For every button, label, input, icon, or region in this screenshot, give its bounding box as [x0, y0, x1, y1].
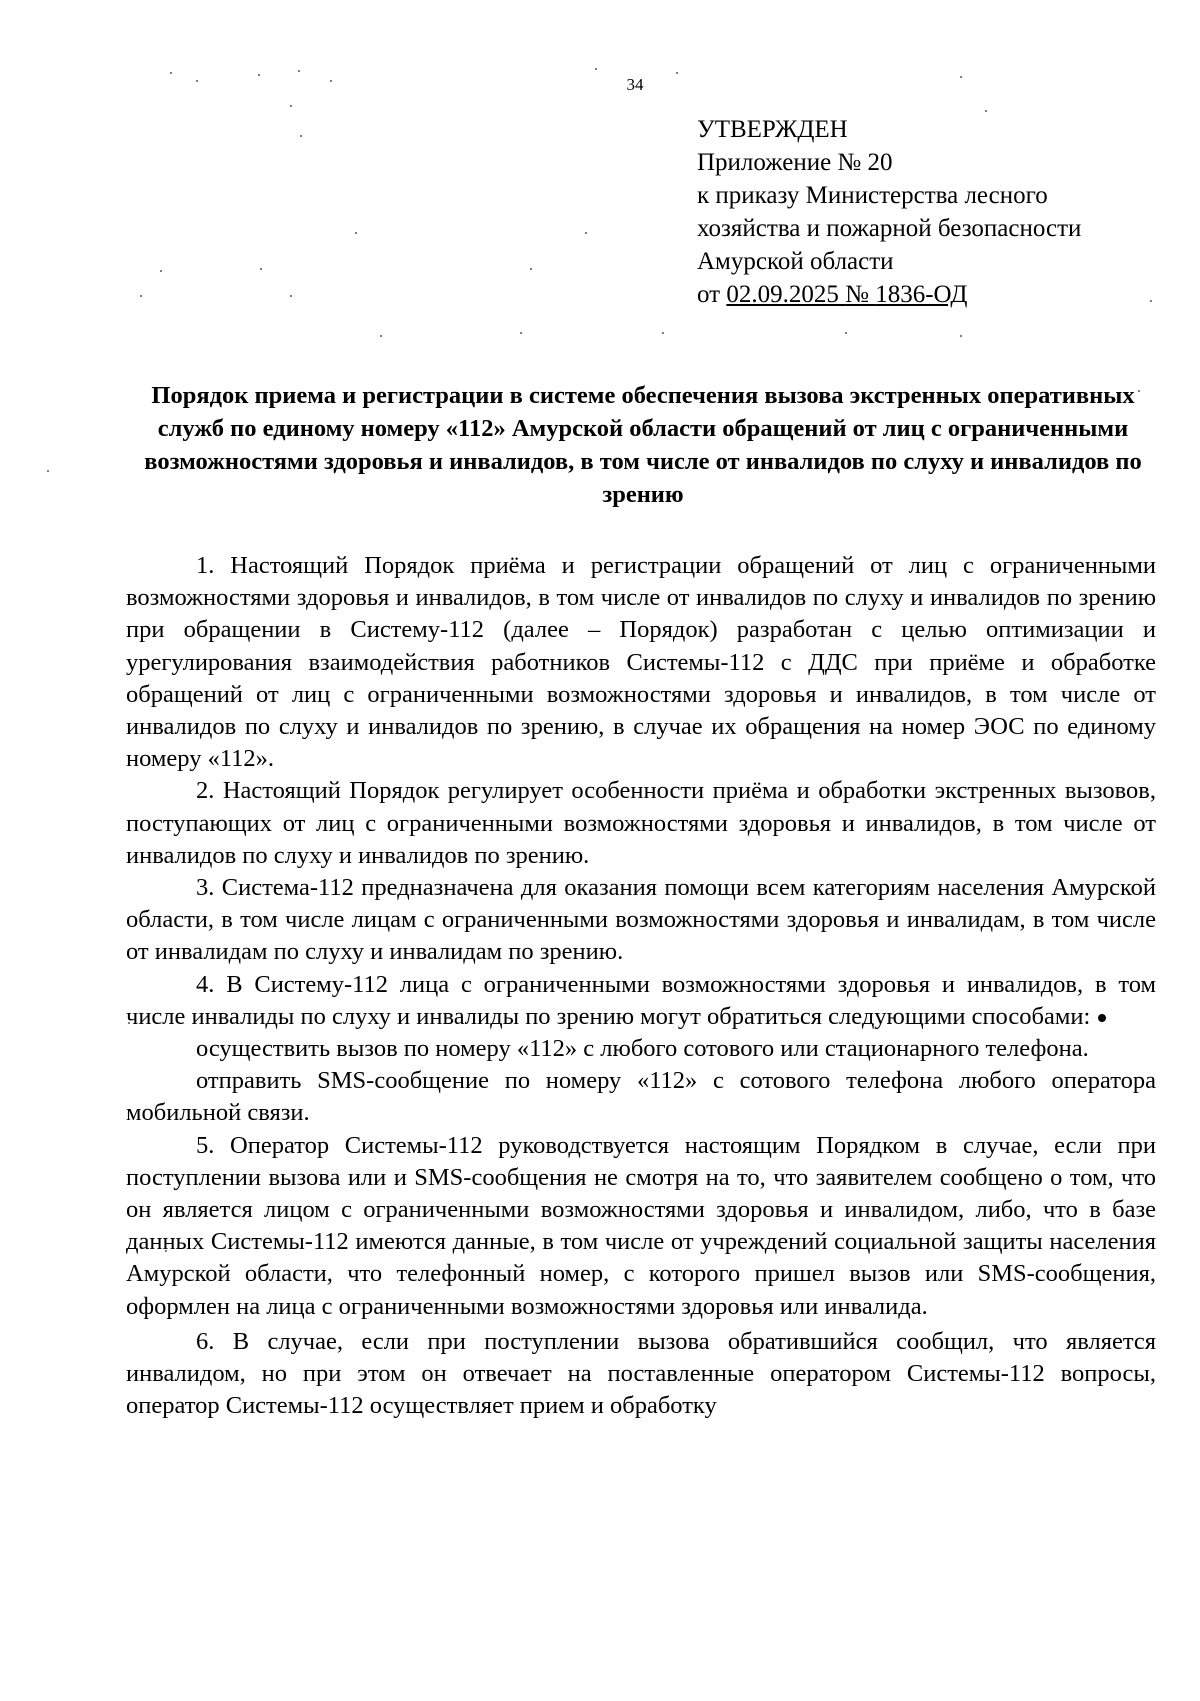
scan-speck — [290, 105, 292, 107]
paragraph-text: 4. В Систему-112 лица с ограниченными возможностями здоровья и инвалидов, в том числе инвалиды по слуху и инвалиды по зрению могут обратиться следующими способами: — [126, 970, 1156, 1030]
document-body — [126, 550, 1156, 1422]
paragraph: осуществить вызов по номеру «112» с любого сотового или стационарного телефона. — [196, 1035, 1089, 1063]
scan-speck — [662, 332, 664, 334]
approval-line: Амурской области — [697, 248, 894, 275]
stray-dot-mark — [1098, 1014, 1106, 1022]
scan-speck — [298, 70, 300, 72]
scan-speck — [47, 470, 49, 472]
appendix-number: Приложение № 20 — [697, 149, 893, 176]
scan-speck — [160, 270, 162, 272]
scan-speck — [290, 295, 292, 297]
scan-speck — [140, 295, 142, 297]
paragraph: 5. Оператор Системы-112 руководствуется настоящим Порядком в случае, если при поступлении вызова или и SMS-сообщения не смотря на то, что заявителем сообщено о том, что он является лицом с ограниченными возможностями здоровья и инвалидом, либо, что в базе данных Системы-112 имеются данные, в том числе от учреждений социальной защиты населения Амурской области, что телефонный номер, с которого пришел вызов или SMS-сообщения, оформлен на лица с ограниченными возможностями здоровья или инвалида. — [126, 1131, 1156, 1320]
scan-speck — [960, 76, 962, 78]
scan-speck — [258, 74, 260, 76]
page-number: 34 — [626, 75, 644, 94]
paragraph: 1. Настоящий Порядок приёма и регистрации обращений от лиц с ограниченными возможностями здоровья и инвалидов, в том числе от инвалидов по слуху и инвалидов по зрению при обращении в Систему-112 (далее – Порядок) разработан с целью оптимизации и урегулирования взаимодействия работников Системы-112 с ДДС при приёме и обработке обращений от лиц с ограниченными возможностями здоровья и инвалидов, в том числе от инвалидов по слуху и инвалидов по зрению, в случае их обращения на номер ЭОС по единому номеру «112». — [126, 552, 1156, 773]
scan-speck — [585, 232, 587, 234]
paragraph: 3. Система-112 предназначена для оказания помощи всем категориям населения Амурской области, в том числе лицам с ограниченными возможностями здоровья и инвалидам, в том числе от инвалидам по слуху и инвалидам по зрению. — [126, 874, 1156, 966]
date-prefix: от — [697, 281, 727, 308]
scan-speck — [170, 72, 172, 74]
scan-speck — [196, 80, 198, 82]
paragraph: 2. Настоящий Порядок регулирует особенности приёма и обработки экстренных вызовов, поступающих от лиц с ограниченными возможностями здоровья и инвалидов, в том числе от инвалидов по слуху и инвалидов по зрению. — [126, 777, 1156, 869]
scan-speck — [985, 110, 987, 112]
scan-speck — [260, 268, 262, 270]
number-prefix: № — [845, 281, 876, 308]
paragraph: 6. В случае, если при поступлении вызова обратившийся сообщил, что является инвалидом, но при этом он отвечает на поставленные оператором Системы-112 вопросы, оператор Системы-112 осуществляет прием и обработку — [126, 1327, 1156, 1420]
scan-speck — [300, 135, 302, 137]
scan-speck — [330, 80, 332, 82]
scan-speck — [355, 232, 357, 234]
paragraph — [126, 969, 1156, 1033]
approval-line: хозяйства и пожарной безопасности — [697, 215, 1082, 242]
approval-block — [697, 113, 1167, 311]
scan-speck — [595, 68, 597, 70]
approval-line: к приказу Министерства лесного — [697, 182, 1048, 209]
order-number: 1836-ОД — [875, 281, 968, 308]
order-date: 02.09.2025 — [726, 281, 846, 308]
scan-speck — [960, 335, 962, 337]
scan-speck — [530, 268, 532, 270]
scan-speck — [676, 72, 678, 74]
paragraph: отправить SMS-сообщение по номеру «112» с сотового телефона любого оператора мобильной связи. — [126, 1067, 1156, 1127]
order-date-line — [697, 278, 1167, 311]
scan-speck — [520, 332, 522, 334]
approval-heading: УТВЕРЖДЕН — [697, 116, 848, 143]
scan-speck — [845, 332, 847, 334]
scan-speck — [380, 335, 382, 337]
document-title: Порядок приема и регистрации в системе обеспечения вызова экстренных оперативных служб по единому номеру «112» Амурской области обращений от лиц с ограниченными возможностями здоровья и инвалидов, в том числе от инвалидов по слуху и инвалидов по зрению — [144, 382, 1142, 508]
